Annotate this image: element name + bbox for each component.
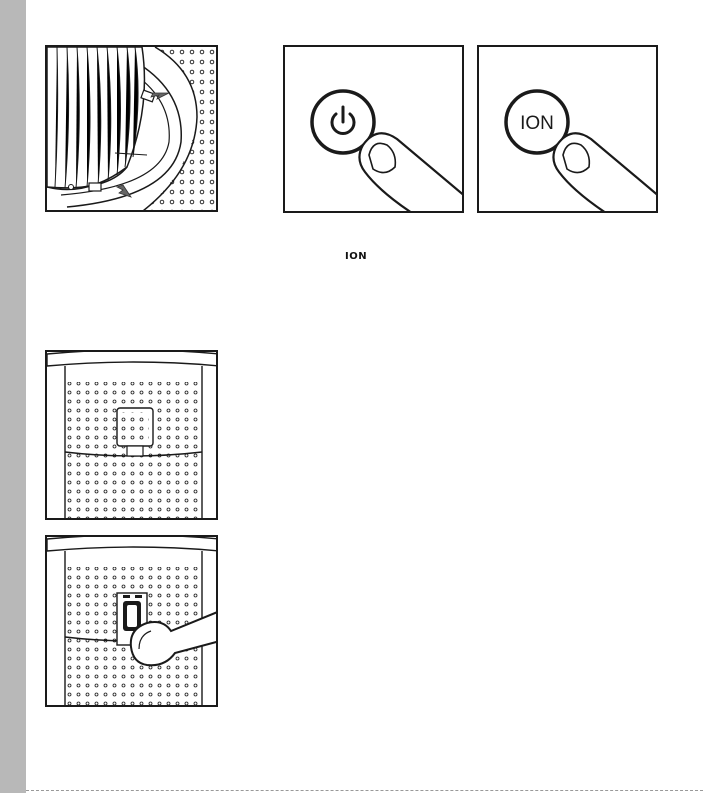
sensor-cleaning-drawing [47, 537, 218, 707]
power-button-illustration [283, 45, 464, 213]
sensor-cover-closed-drawing [47, 352, 218, 520]
filter-alignment-drawing [47, 47, 218, 212]
sensor-cleaning-illustration [45, 535, 218, 707]
ion-inline-icon: ION [345, 251, 368, 262]
page-bottom-rule [26, 790, 703, 791]
filter-alignment-illustration [45, 45, 218, 212]
ion-button-illustration [477, 45, 658, 213]
power-button-drawing [285, 47, 464, 213]
ion-button-label: ION [520, 113, 554, 134]
chapter-side-tab [0, 0, 26, 793]
sensor-cover-closed-illustration [45, 350, 218, 520]
ion-button-drawing [479, 47, 658, 213]
